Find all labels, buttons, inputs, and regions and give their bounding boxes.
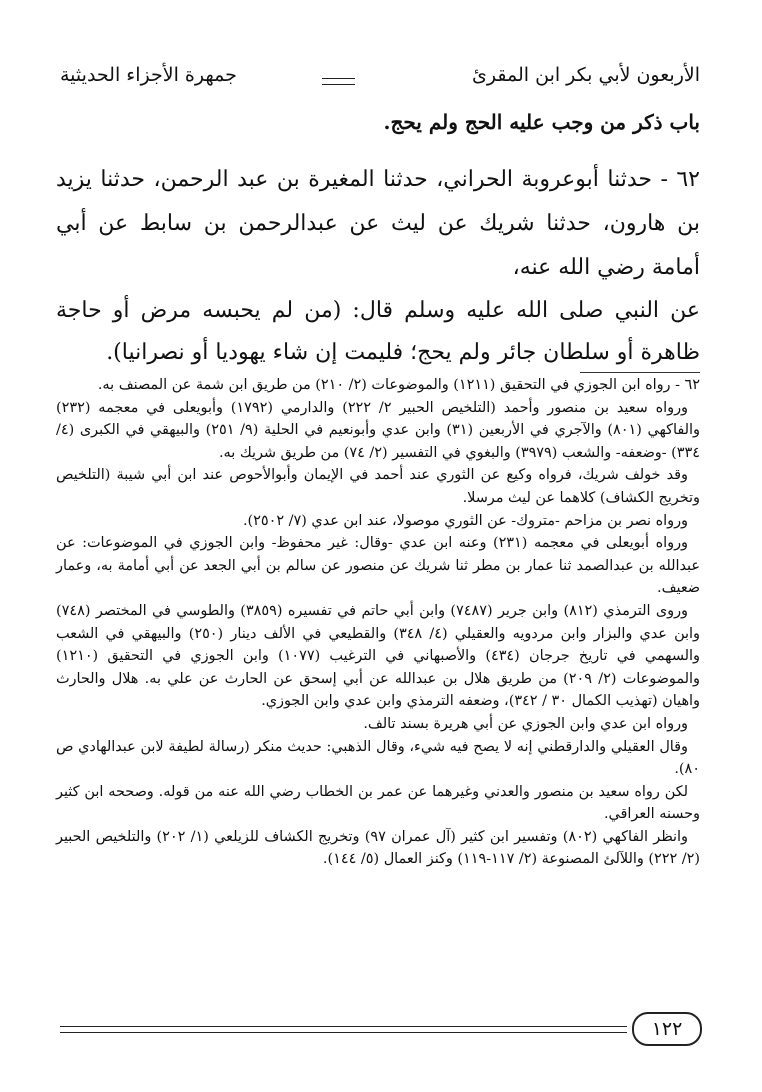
footnote-paragraph: وروى الترمذي (٨١٢) وابن جرير (٧٤٨٧) وابن أبي حاتم في تفسيره (٣٨٥٩) والطوسي في المختصر (٧٤٨) وابن عدي والبزار وابن مردويه والعقيلي (٤/ ٣٤٨) والقطيعي في الألف دينار (٢٥٠) والبيهقي في الشعب والسهمي في تاريخ جرجان (٤٣٤) والأصبهاني في الترغيب (١٠٧٧) وابن الجوزي في التحقيق (١٢١٠) والموضوعات (٢/ ٢٠٩) من طريق هلال بن عبدالله عن أبي إسحق عن الحارث عن علي به. هلال والحارث واهيان (تهذيب الكمال ٣٠ / ٣٤٢)، وضعفه الترمذي وابن عدي وابن الجوزي. — [56, 602, 700, 710]
footnote-paragraph: وقال العقيلي والدارقطني إنه لا يصح فيه شيء، وقال الذهبي: حديث منكر (رسالة لطيفة لابن عبدالهادي ص ٨٠). — [56, 738, 700, 778]
footnote-separator — [580, 372, 700, 373]
series-title: جمهرة الأجزاء الحديثية — [60, 64, 237, 86]
footnotes — [56, 374, 700, 871]
footnote-paragraph: وانظر الفاكهي (٨٠٢) وتفسير ابن كثير (آل عمران ٩٧) وتخريج الكشاف للزيلعي (١/ ٢٠٢) والتلخيص الحبير (٢/ ٢٢٢) واللآلئ المصنوعة (٢/ ١١٧-١١٩) وكنز العمال (٥/ ١٤٤). — [56, 828, 700, 868]
footnote-paragraph: ورواه نصر بن مزاحم -متروك- عن الثوري موصولا، عند ابن عدي (٧/ ٢٥٠٢). — [242, 512, 688, 529]
footnote-paragraph: لكن رواه سعيد بن منصور والعدني وغيرهما عن عمر بن الخطاب رضي الله عنه من قوله. وصححه ابن كثير وحسنه العراقي. — [56, 783, 700, 823]
footnote-paragraph: ورواه ابن عدي وابن الجوزي عن أبي هريرة بسند تالف. — [363, 715, 688, 732]
running-header — [60, 58, 700, 98]
page-footer — [60, 1012, 702, 1052]
chapter-title: باب ذكر من وجب عليه الحج ولم يحج. — [383, 110, 700, 134]
header-rule — [322, 78, 355, 85]
footnote-paragraph: وقد خولف شريك، فرواه وكيع عن الثوري عند أحمد في الإيمان وأبوالأحوص عند ابن أبي شيبة (التلخيص وتخريج الكشاف) كلاهما عن ليث مرسلا. — [56, 467, 700, 506]
hadith-matn: عن النبي صلى الله عليه وسلم قال: (من لم يحبسه مرض أو حاجة ظاهرة أو سلطان جائر ولم يحج؛ فليمت إن شاء يهوديا أو نصرانيا). — [56, 298, 700, 365]
hadith-matn-block — [56, 290, 700, 374]
footnote-paragraph: ورواه أبويعلى في معجمه (٢٣١) وعنه ابن عدي -وقال: غير محفوظ- وابن الجوزي في الموضوعات: عن عبدالله بن عبدالصمد ثنا عمار بن مطر ثنا شريك عن منصور عن سالم بن أبي الجعد عن أبي أمامة به، وعمار ضعيف. — [56, 535, 700, 597]
footnote-paragraph: ورواه سعيد بن منصور وأحمد (التلخيص الحبير ٢/ ٢٢٢) والدارمي (١٧٩٢) وأبويعلى في معجمه (٢٣٢) والفاكهي (٨٠١) والآجري في الأربعين (٣١) وابن عدي وأبونعيم في الحلية (٩/ ٢٥١) والبيهقي في الكبرى (٤/ ٣٣٤) -وضعفه- والشعب (٣٩٧٩) والبغوي في التفسير (٢/ ٧٤) من طريق شريك به. — [56, 399, 700, 461]
hadith-isnad: ٦٢ - حدثنا أبوعروبة الحراني، حدثنا المغيرة بن عبد الرحمن، حدثنا يزيد بن هارون، حدثنا شريك عن ليث عن عبدالرحمن بن سابط عن أبي أمامة رضي الله عنه، — [56, 167, 700, 280]
footnote-paragraph: ٦٢ - رواه ابن الجوزي في التحقيق (١٢١١) والموضوعات (٢/ ٢١٠) من طريق ابن شمة عن المصنف به. — [97, 377, 700, 393]
hadith-isnad-block — [56, 158, 700, 290]
book-title: الأربعون لأبي بكر ابن المقرئ — [472, 64, 700, 86]
footer-rule — [60, 1026, 627, 1033]
page-number: ١٢٢ — [632, 1012, 702, 1046]
